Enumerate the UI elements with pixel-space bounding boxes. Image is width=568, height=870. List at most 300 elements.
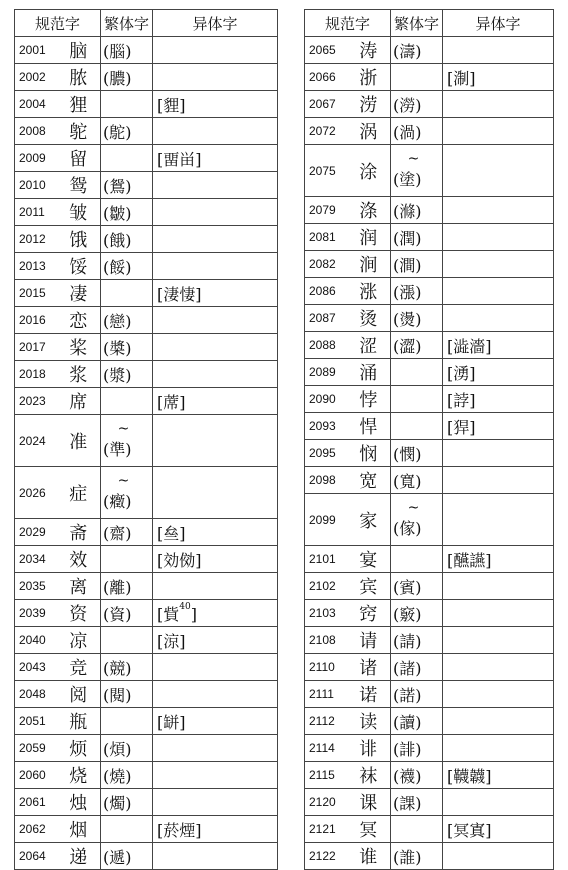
- standard-character: 诸: [347, 654, 391, 681]
- table-row: [15, 334, 278, 361]
- table-body-right: [305, 10, 554, 870]
- variant-character: [153, 467, 278, 519]
- standard-character: 读: [347, 708, 391, 735]
- traditional-character: (齋): [101, 519, 153, 546]
- traditional-character: [101, 467, 153, 519]
- traditional-character: [391, 386, 443, 413]
- header-traditional: 繁体字: [391, 10, 443, 37]
- table-row: [305, 251, 554, 278]
- standard-character: 阅: [57, 681, 101, 708]
- table-row: [15, 681, 278, 708]
- variant-character: [443, 305, 554, 332]
- character-table-right: [304, 9, 554, 870]
- table-row: [15, 600, 278, 627]
- table-row: [15, 735, 278, 762]
- table-row: [15, 226, 278, 253]
- entry-number: 2101: [305, 546, 347, 573]
- variant-character: [菸煙]: [153, 816, 278, 843]
- standard-character: 涤: [347, 197, 391, 224]
- standard-character: 离: [57, 573, 101, 600]
- standard-character: 烦: [57, 735, 101, 762]
- variant-character: [443, 224, 554, 251]
- header-standard: 规范字: [15, 10, 101, 37]
- traditional-character: (讀): [391, 708, 443, 735]
- standard-character: 烛: [57, 789, 101, 816]
- variant-character: [443, 91, 554, 118]
- variant-character: [153, 199, 278, 226]
- traditional-character: (離): [101, 573, 153, 600]
- entry-number: 2059: [15, 735, 57, 762]
- table-row: [305, 546, 554, 573]
- table-row: [15, 91, 278, 118]
- entry-number: 2051: [15, 708, 57, 735]
- entry-number: 2122: [305, 843, 347, 870]
- traditional-character: (澇): [391, 91, 443, 118]
- header-variant: 异体字: [443, 10, 554, 37]
- entry-number: 2064: [15, 843, 57, 870]
- entry-number: 2075: [305, 145, 347, 197]
- traditional-character: [101, 388, 153, 415]
- standard-character: 效: [57, 546, 101, 573]
- standard-character: 悯: [347, 440, 391, 467]
- entry-number: 2043: [15, 654, 57, 681]
- traditional-character: (賓): [391, 573, 443, 600]
- variant-character: [443, 37, 554, 64]
- variant-character: [淛]: [443, 64, 554, 91]
- variant-character: [缾]: [153, 708, 278, 735]
- entry-number: 2089: [305, 359, 347, 386]
- entry-number: 2023: [15, 388, 57, 415]
- standard-character: 涛: [347, 37, 391, 64]
- table-row: [15, 415, 278, 467]
- variant-close-bracket: ]: [190, 604, 197, 624]
- table-row: [15, 388, 278, 415]
- entry-number: 2004: [15, 91, 57, 118]
- standard-character: 袜: [347, 762, 391, 789]
- traditional-character: (燭): [101, 789, 153, 816]
- table-row: [305, 305, 554, 332]
- table-row: [305, 224, 554, 251]
- entry-number: 2120: [305, 789, 347, 816]
- table-row: [305, 654, 554, 681]
- standard-character: 症: [57, 467, 101, 519]
- entry-number: 2121: [305, 816, 347, 843]
- table-row: [305, 573, 554, 600]
- standard-character: 浆: [57, 361, 101, 388]
- variant-character: [443, 278, 554, 305]
- entry-number: 2065: [305, 37, 347, 64]
- entry-number: 2012: [15, 226, 57, 253]
- traditional-form: (癥): [103, 491, 132, 511]
- variant-character: [畱畄]: [153, 145, 278, 172]
- standard-character: 馁: [57, 253, 101, 280]
- table-row: [15, 762, 278, 789]
- entry-number: 2098: [305, 467, 347, 494]
- variant-character: [湧]: [443, 359, 554, 386]
- traditional-character: (課): [391, 789, 443, 816]
- table-row: [15, 627, 278, 654]
- table-row: [15, 253, 278, 280]
- entry-number: 2095: [305, 440, 347, 467]
- variant-character: [153, 735, 278, 762]
- standard-character: 脓: [57, 64, 101, 91]
- variant-character: [443, 467, 554, 494]
- entry-number: 2034: [15, 546, 57, 573]
- variant-character: [443, 708, 554, 735]
- table-row: [305, 762, 554, 789]
- traditional-character: (鴕): [101, 118, 153, 145]
- variant-character: [443, 627, 554, 654]
- entry-number: 2111: [305, 681, 347, 708]
- standard-character: 涂: [347, 145, 391, 197]
- variant-character: [淒悽]: [153, 280, 278, 307]
- entry-number: 2016: [15, 307, 57, 334]
- traditional-form: (傢): [393, 518, 422, 538]
- variant-character: [蓆]: [153, 388, 278, 415]
- table-row: [15, 467, 278, 519]
- variant-character: [153, 415, 278, 467]
- table-row: [305, 735, 554, 762]
- standard-character: 宾: [347, 573, 391, 600]
- traditional-character: (餒): [101, 253, 153, 280]
- variant-character: [猂]: [443, 413, 554, 440]
- entry-number: 2079: [305, 197, 347, 224]
- traditional-character: (競): [101, 654, 153, 681]
- variant-character: [153, 226, 278, 253]
- variant-character: [亝]: [153, 519, 278, 546]
- entry-number: 2081: [305, 224, 347, 251]
- traditional-character: (膿): [101, 64, 153, 91]
- entry-number: 2017: [15, 334, 57, 361]
- standard-character: 课: [347, 789, 391, 816]
- table-row: [15, 37, 278, 64]
- traditional-character: (燒): [101, 762, 153, 789]
- traditional-form: (準): [103, 439, 132, 459]
- standard-character: 宴: [347, 546, 391, 573]
- table-row: [15, 546, 278, 573]
- variant-character: [153, 843, 278, 870]
- variant-character: [443, 197, 554, 224]
- table-row: [15, 843, 278, 870]
- entry-number: 2008: [15, 118, 57, 145]
- table-row: [15, 172, 278, 199]
- traditional-form: (塗): [393, 169, 422, 189]
- variant-character: [澁濇]: [443, 332, 554, 359]
- table-row: [15, 789, 278, 816]
- variant-character: [冥寘]: [443, 816, 554, 843]
- traditional-character: (鴛): [101, 172, 153, 199]
- variant-character: [涼]: [153, 627, 278, 654]
- entry-number: 2024: [15, 415, 57, 467]
- variant-character: [153, 681, 278, 708]
- tilde-mark: ~: [407, 150, 420, 167]
- entry-number: 2087: [305, 305, 347, 332]
- traditional-character: (戀): [101, 307, 153, 334]
- entry-number: 2026: [15, 467, 57, 519]
- entry-number: 2067: [305, 91, 347, 118]
- standard-character: 饿: [57, 226, 101, 253]
- variant-form: [貲: [157, 604, 180, 624]
- entry-number: 2115: [305, 762, 347, 789]
- entry-number: 2039: [15, 600, 57, 627]
- traditional-character: (澗): [391, 251, 443, 278]
- table-row: [305, 37, 554, 64]
- variant-character: [153, 762, 278, 789]
- table-row: [15, 816, 278, 843]
- standard-character: 竞: [57, 654, 101, 681]
- entry-number: 2062: [15, 816, 57, 843]
- entry-number: 2013: [15, 253, 57, 280]
- entry-number: 2114: [305, 735, 347, 762]
- traditional-character: [391, 494, 443, 546]
- entry-number: 2093: [305, 413, 347, 440]
- footnote-marker: 40: [179, 601, 191, 612]
- variant-character: [153, 307, 278, 334]
- standard-character: 浙: [347, 64, 391, 91]
- table-row: [15, 280, 278, 307]
- standard-character: 留: [57, 145, 101, 172]
- table-row: [15, 573, 278, 600]
- variant-character: [443, 843, 554, 870]
- standard-character: 狸: [57, 91, 101, 118]
- standard-character: 悖: [347, 386, 391, 413]
- standard-character: 窍: [347, 600, 391, 627]
- table-row: [15, 708, 278, 735]
- entry-number: 2048: [15, 681, 57, 708]
- standard-character: 斋: [57, 519, 101, 546]
- traditional-character: [391, 816, 443, 843]
- traditional-character: [101, 627, 153, 654]
- entry-number: 2082: [305, 251, 347, 278]
- entry-number: 2010: [15, 172, 57, 199]
- table-row: [305, 494, 554, 546]
- traditional-character: (潤): [391, 224, 443, 251]
- entry-number: 2112: [305, 708, 347, 735]
- traditional-character: (寬): [391, 467, 443, 494]
- entry-number: 2009: [15, 145, 57, 172]
- entry-number: 2103: [305, 600, 347, 627]
- variant-character: [誖]: [443, 386, 554, 413]
- tilde-mark: ~: [117, 472, 130, 489]
- standard-character: 润: [347, 224, 391, 251]
- standard-character: 诺: [347, 681, 391, 708]
- entry-number: 2099: [305, 494, 347, 546]
- traditional-character: (諸): [391, 654, 443, 681]
- standard-character: 家: [347, 494, 391, 546]
- table-body-left: [15, 10, 278, 870]
- table-header-row: [305, 10, 554, 37]
- table-row: [305, 118, 554, 145]
- entry-number: 2086: [305, 278, 347, 305]
- variant-character: [443, 251, 554, 278]
- table-row: [15, 519, 278, 546]
- variant-character: [153, 253, 278, 280]
- variant-character: [153, 789, 278, 816]
- entry-number: 2066: [305, 64, 347, 91]
- entry-number: 2018: [15, 361, 57, 388]
- entry-number: 2061: [15, 789, 57, 816]
- standard-character: 烫: [347, 305, 391, 332]
- entry-number: 2108: [305, 627, 347, 654]
- entry-number: 2035: [15, 573, 57, 600]
- table-row: [305, 145, 554, 197]
- traditional-character: (資): [101, 600, 153, 627]
- table-row: [15, 145, 278, 172]
- standard-character: 宽: [347, 467, 391, 494]
- traditional-character: (槳): [101, 334, 153, 361]
- standard-character: 凉: [57, 627, 101, 654]
- standard-character: 涨: [347, 278, 391, 305]
- standard-character: 诽: [347, 735, 391, 762]
- standard-character: 鸵: [57, 118, 101, 145]
- variant-character: [153, 334, 278, 361]
- variant-character: [443, 789, 554, 816]
- header-standard: 规范字: [305, 10, 391, 37]
- traditional-character: [391, 413, 443, 440]
- entry-number: 2001: [15, 37, 57, 64]
- traditional-character: [101, 91, 153, 118]
- traditional-character: (滌): [391, 197, 443, 224]
- variant-character: [443, 118, 554, 145]
- variant-character: [443, 600, 554, 627]
- table-row: [305, 708, 554, 735]
- table-row: [15, 654, 278, 681]
- traditional-character: (濤): [391, 37, 443, 64]
- variant-character: [効俲]: [153, 546, 278, 573]
- traditional-character: [101, 415, 153, 467]
- standard-character: 烧: [57, 762, 101, 789]
- entry-number: 2088: [305, 332, 347, 359]
- standard-character: 谁: [347, 843, 391, 870]
- variant-character: [153, 172, 278, 199]
- table-row: [15, 118, 278, 145]
- table-row: [15, 307, 278, 334]
- standard-character: 涌: [347, 359, 391, 386]
- entry-number: 2011: [15, 199, 57, 226]
- traditional-character: (遞): [101, 843, 153, 870]
- variant-character: [153, 64, 278, 91]
- standard-character: 烟: [57, 816, 101, 843]
- table-row: [305, 627, 554, 654]
- table-row: [15, 64, 278, 91]
- traditional-character: [101, 816, 153, 843]
- traditional-character: (渦): [391, 118, 443, 145]
- traditional-character: (餓): [101, 226, 153, 253]
- standard-character: 涧: [347, 251, 391, 278]
- traditional-character: [101, 708, 153, 735]
- table-row: [305, 816, 554, 843]
- variant-character: [153, 361, 278, 388]
- standard-character: 恋: [57, 307, 101, 334]
- variant-character: [153, 600, 278, 627]
- traditional-character: [391, 546, 443, 573]
- table-row: [305, 91, 554, 118]
- traditional-character: (閱): [101, 681, 153, 708]
- standard-character: 资: [57, 600, 101, 627]
- traditional-character: (煩): [101, 735, 153, 762]
- variant-character: [153, 37, 278, 64]
- header-variant: 异体字: [153, 10, 278, 37]
- variant-character: [443, 681, 554, 708]
- table-row: [305, 440, 554, 467]
- standard-character: 涩: [347, 332, 391, 359]
- traditional-character: (襪): [391, 762, 443, 789]
- variant-character: [貍]: [153, 91, 278, 118]
- traditional-character: (皺): [101, 199, 153, 226]
- table-row: [305, 467, 554, 494]
- standard-character: 脑: [57, 37, 101, 64]
- traditional-character: [391, 64, 443, 91]
- traditional-character: (澀): [391, 332, 443, 359]
- entry-number: 2102: [305, 573, 347, 600]
- standard-character: 凄: [57, 280, 101, 307]
- standard-character: 涝: [347, 91, 391, 118]
- table-row: [305, 386, 554, 413]
- variant-character: [443, 573, 554, 600]
- traditional-character: (漲): [391, 278, 443, 305]
- table-row: [305, 197, 554, 224]
- table-row: [305, 64, 554, 91]
- entry-number: 2040: [15, 627, 57, 654]
- entry-number: 2015: [15, 280, 57, 307]
- table-row: [15, 361, 278, 388]
- tilde-mark: ~: [117, 420, 130, 437]
- standard-character: 桨: [57, 334, 101, 361]
- table-row: [305, 413, 554, 440]
- variant-character: [443, 440, 554, 467]
- standard-character: 请: [347, 627, 391, 654]
- standard-character: 席: [57, 388, 101, 415]
- traditional-character: [391, 145, 443, 197]
- entry-number: 2110: [305, 654, 347, 681]
- variant-character: [443, 145, 554, 197]
- table-row: [15, 199, 278, 226]
- variant-character: [443, 494, 554, 546]
- variant-character: [醼讌]: [443, 546, 554, 573]
- traditional-character: (諾): [391, 681, 443, 708]
- traditional-character: [101, 280, 153, 307]
- traditional-character: [391, 359, 443, 386]
- variant-character: [443, 735, 554, 762]
- table-row: [305, 359, 554, 386]
- variant-character: [153, 654, 278, 681]
- entry-number: 2002: [15, 64, 57, 91]
- table-row: [305, 789, 554, 816]
- standard-character: 瓶: [57, 708, 101, 735]
- standard-character: 递: [57, 843, 101, 870]
- header-traditional: 繁体字: [101, 10, 153, 37]
- character-table-left: [14, 9, 278, 870]
- entry-number: 2029: [15, 519, 57, 546]
- standard-character: 鸳: [57, 172, 101, 199]
- table-row: [305, 600, 554, 627]
- table-row: [305, 681, 554, 708]
- traditional-character: (誰): [391, 843, 443, 870]
- standard-character: 准: [57, 415, 101, 467]
- traditional-character: (憫): [391, 440, 443, 467]
- traditional-character: [101, 145, 153, 172]
- variant-character: [韈韤]: [443, 762, 554, 789]
- tilde-mark: ~: [407, 499, 420, 516]
- standard-character: 皱: [57, 199, 101, 226]
- table-row: [305, 843, 554, 870]
- table-header-row: [15, 10, 278, 37]
- traditional-character: (誹): [391, 735, 443, 762]
- traditional-character: (腦): [101, 37, 153, 64]
- traditional-character: (竅): [391, 600, 443, 627]
- table-row: [305, 278, 554, 305]
- traditional-character: (燙): [391, 305, 443, 332]
